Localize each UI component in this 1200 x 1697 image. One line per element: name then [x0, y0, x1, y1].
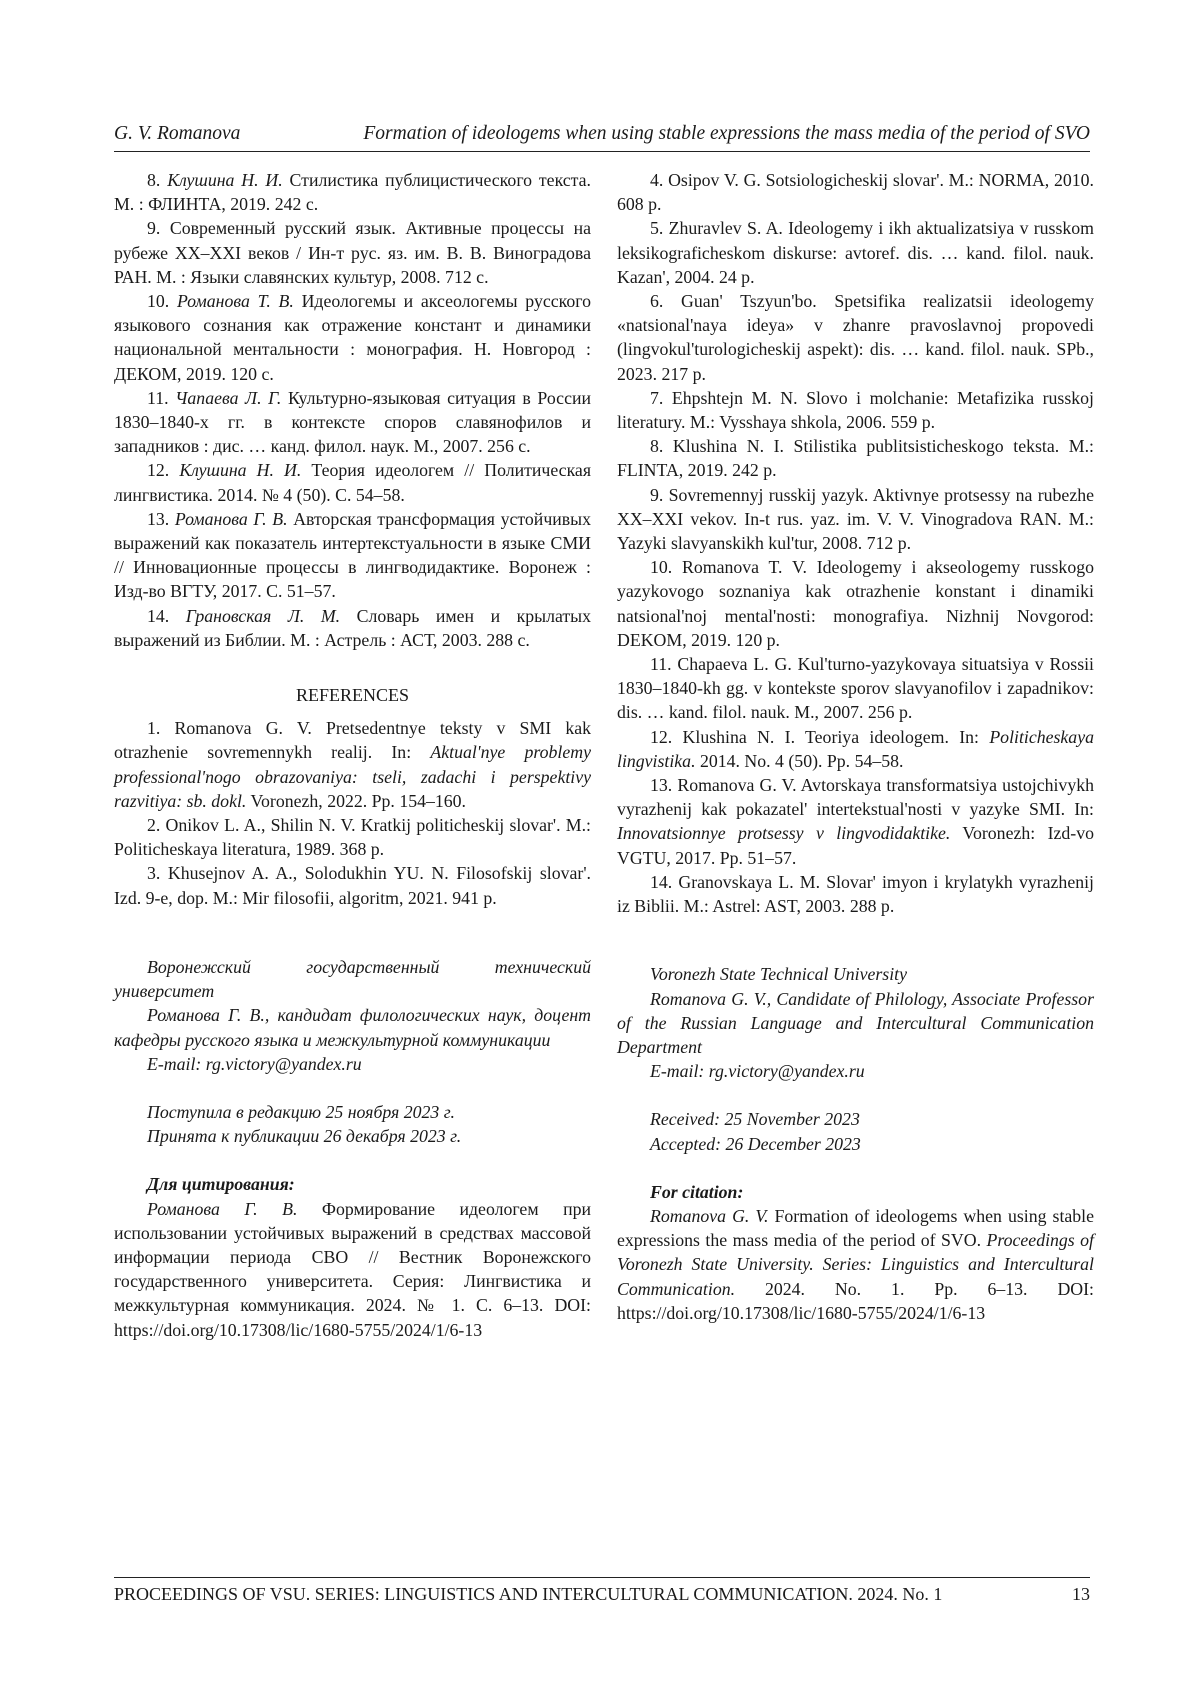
- reference-item: 6. Guan' Tszyun'bo. Spetsifika realizatsii ideologemy «natsional'naya ideya» v zhanre pravoslavnoj propovedi (lingvokul'turologicheskij aspekt): dis. … kand. filol. nauk. SPb., 2023. 217 p.: [617, 289, 1094, 386]
- citation-heading: Для цитирования:: [114, 1172, 591, 1196]
- reference-item: 8. Клушина Н. И. Стилистика публицистического текста. М. : ФЛИНТА, 2019. 242 с.: [114, 168, 591, 216]
- citation-en: [617, 1180, 1094, 1325]
- running-header: [114, 121, 1090, 152]
- reference-item: 2. Onikov L. A., Shilin N. V. Kratkij politicheskij slovar'. M.: Politicheskaya literatura, 1989. 368 p.: [114, 813, 591, 861]
- reference-item: 12. Клушина Н. И. Теория идеологем // Политическая лингвистика. 2014. № 4 (50). С. 54–58.: [114, 458, 591, 506]
- right-column: [617, 168, 1094, 1325]
- university: Воронежский государственный технический университет: [114, 955, 591, 1003]
- reference-item: 4. Osipov V. G. Sotsiologicheskij slovar'. M.: NORMA, 2010. 608 p.: [617, 168, 1094, 216]
- author-info: Romanova G. V., Candidate of Philology, Associate Professor of the Russian Language and Intercultural Communication Department: [617, 987, 1094, 1060]
- author-affiliation-en: [617, 962, 1094, 1083]
- english-reference-list: [114, 716, 591, 910]
- header-running-title: Formation of ideologems when using stable expressions the mass media of the period of SVO: [363, 123, 1090, 145]
- reference-item: 1. Romanova G. V. Pretsedentnye teksty v SMI kak otrazhenie sovremennykh realij. In: Aktual'nye problemy professional'nogo obrazovaniya: tseli, zadachi i perspektivy razvitiya: sb. dokl. Voronezh, 2022. Pp. 154–160.: [114, 716, 591, 813]
- author-email: E-mail: rg.victory@yandex.ru: [114, 1052, 591, 1076]
- received-date: Received: 25 November 2023: [617, 1107, 1094, 1131]
- reference-item: 14. Грановская Л. М. Словарь имен и крылатых выражений из Библии. М. : Астрель : АСТ, 2003. 288 с.: [114, 604, 591, 652]
- citation-text: Romanova G. V. Formation of ideologems when using stable expressions the mass media of the period of SVO. Proceedings of Voronezh State University. Series: Linguistics and Intercultural Communication. 2024. No. 1. Pp. 6–13. DOI: https://doi.org/10.17308/lic/1680-5755/2024/1/6-13: [617, 1204, 1094, 1325]
- reference-item: 9. Sovremennyj russkij yazyk. Aktivnye protsessy na rubezhe XX–XXI vekov. In-t rus. yaz. im. V. V. Vinogradova RAN. M.: Yazyki slavyanskikh kul'tur, 2008. 712 p.: [617, 483, 1094, 556]
- reference-item: 3. Khusejnov A. A., Solodukhin YU. N. Filosofskij slovar'. Izd. 9-e, dop. M.: Mir filosofii, algoritm, 2021. 941 p.: [114, 861, 591, 909]
- reference-item: 13. Romanova G. V. Avtorskaya transformatsiya ustojchivykh vyrazhenij kak pokazatel' intertekstual'nosti v yazyke SMI. In: Innovatsionnye protsessy v lingvodidaktike. Voronezh: Izd-vo VGTU, 2017. Pp. 51–57.: [617, 773, 1094, 870]
- citation-ru: [114, 1172, 591, 1341]
- left-column: [114, 168, 591, 1342]
- english-reference-list-continued: [617, 168, 1094, 918]
- reference-item: 5. Zhuravlev S. A. Ideologemy i ikh aktualizatsiya v russkom leksikograficheskom diskurse: avtoref. dis. … kand. filol. nauk. Kazan', 2004. 24 p.: [617, 216, 1094, 289]
- author-info: Романова Г. В., кандидат филологических наук, доцент кафедры русского языка и межкультурной коммуникации: [114, 1003, 591, 1051]
- reference-item: 9. Современный русский язык. Активные процессы на рубеже XX–XXI веков / Ин-т рус. яз. им. В. В. Виноградова РАН. М. : Языки славянских культур, 2008. 712 с.: [114, 216, 591, 289]
- reference-item: 13. Романова Г. В. Авторская трансформация устойчивых выражений как показатель интертекстуальности в языке СМИ // Инновационные процессы в лингводидактике. Воронеж : Изд-во ВГТУ, 2017. С. 51–57.: [114, 507, 591, 604]
- russian-reference-list: [114, 168, 591, 652]
- dates-en: [617, 1107, 1094, 1155]
- citation-heading: For citation:: [617, 1180, 1094, 1204]
- page-footer: [114, 1577, 1090, 1584]
- citation-text: Романова Г. В. Формирование идеологем при использовании устойчивых выражений в средствах массовой информации периода СВО // Вестник Воронежского государственного университета. Серия: Лингвистика и межкультурная коммуникация. 2024. № 1. С. 6–13. DOI: https://doi.org/10.17308/lic/1680-5755/2024/1/6-13: [114, 1197, 591, 1342]
- reference-item: 8. Klushina N. I. Stilistika publitsisticheskogo teksta. M.: FLINTA, 2019. 242 p.: [617, 434, 1094, 482]
- reference-item: 11. Chapaeva L. G. Kul'turno-yazykovaya situatsiya v Rossii 1830–1840-kh gg. v kontekste sporov slavyanofilov i zapadnikov: dis. … kand. filol. nauk. M., 2007. 256 p.: [617, 652, 1094, 725]
- university: Voronezh State Technical University: [617, 962, 1094, 986]
- reference-item: 11. Чапаева Л. Г. Культурно-языковая ситуация в России 1830–1840-х гг. в контексте споров славянофилов и западников : дис. … канд. филол. наук. М., 2007. 256 с.: [114, 386, 591, 459]
- reference-item: 12. Klushina N. I. Teoriya ideologem. In: Politicheskaya lingvistika. 2014. No. 4 (50). Pp. 54–58.: [617, 725, 1094, 773]
- reference-item: 14. Granovskaya L. M. Slovar' imyon i krylatykh vyrazhenij iz Biblii. M.: Astrel: AST, 2003. 288 p.: [617, 870, 1094, 918]
- accepted-date: Accepted: 26 December 2023: [617, 1132, 1094, 1156]
- header-author: G. V. Romanova: [114, 123, 240, 145]
- reference-item: 10. Romanova T. V. Ideologemy i akseologemy russkogo yazykovogo soznaniya kak otrazhenie konstant i dinamiki natsional'noj mental'nosti: monografiya. Nizhnij Novgorod: DEKOM, 2019. 120 p.: [617, 555, 1094, 652]
- reference-item: 7. Ehpshtejn M. N. Slovo i molchanie: Metafizika russkoj literatury. M.: Vysshaya shkola, 2006. 559 p.: [617, 386, 1094, 434]
- reference-item: 10. Романова Т. В. Идеологемы и аксеологемы русского языкового сознания как отражение констант и динамики национальной ментальности : монография. Н. Новгород : ДЕКОМ, 2019. 120 с.: [114, 289, 591, 386]
- footer-journal-name: PROCEEDINGS OF VSU. SERIES: LINGUISTICS AND INTERCULTURAL COMMUNICATION. 2024. No. 1: [114, 1584, 942, 1605]
- author-affiliation-ru: [114, 955, 591, 1076]
- author-email: E-mail: rg.victory@yandex.ru: [617, 1059, 1094, 1083]
- accepted-date: Принята к публикации 26 декабря 2023 г.: [114, 1124, 591, 1148]
- received-date: Поступила в редакцию 25 ноября 2023 г.: [114, 1100, 591, 1124]
- dates-ru: [114, 1100, 591, 1148]
- page-number: 13: [1072, 1584, 1090, 1605]
- references-heading: REFERENCES: [114, 683, 591, 707]
